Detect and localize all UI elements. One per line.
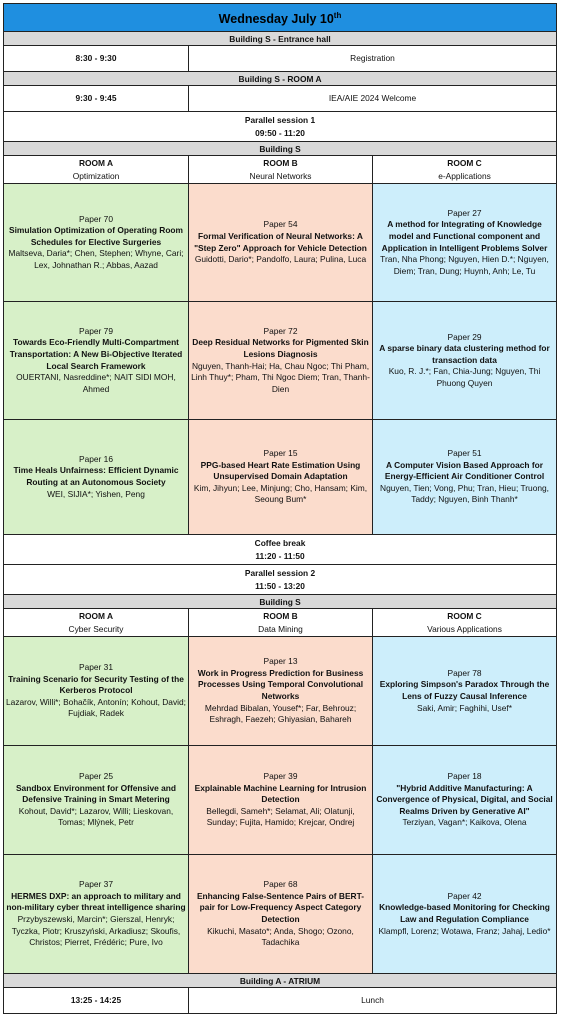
day-title-suffix: th: [333, 10, 342, 20]
paper-title: Training Scenario for Security Testing of the Kerberos Protocol: [8, 673, 184, 696]
room-name: ROOM C: [447, 610, 482, 621]
paper-title: A method for Integrating of Knowledge model and Functional component and Application in Intelligent Problems Solver: [381, 219, 548, 253]
paper-cell: [373, 420, 557, 535]
paper-number: Paper 78: [447, 667, 482, 678]
session-1-header: [4, 112, 557, 142]
paper-cell: [373, 746, 557, 855]
session-2-time: 11:50 - 13:20: [255, 580, 305, 591]
paper-cell: [189, 184, 373, 302]
paper-title: Exploring Simpson's Paradox Through the Lens of Fuzzy Causal Inference: [379, 679, 550, 701]
paper-cell: [4, 184, 189, 302]
s1-room-c-header: [373, 156, 557, 184]
room-name: ROOM B: [263, 157, 298, 168]
paper-cell: [373, 302, 557, 420]
paper-number: Paper 13: [263, 656, 298, 667]
paper-cell: [189, 855, 373, 974]
paper-number: Paper 18: [447, 771, 482, 782]
paper-title: HERMES DXP: an approach to military and non-military cyber threat intelligence sharing: [6, 890, 186, 913]
paper-number: Paper 68: [263, 879, 298, 890]
paper-authors: Guidotti, Dario*; Pandolfo, Laura; Pulina, Luca: [194, 254, 367, 265]
paper-number: Paper 72: [263, 325, 298, 336]
paper-number: Paper 42: [447, 890, 482, 901]
paper-number: Paper 51: [447, 448, 482, 459]
session-2-building: Building S: [4, 595, 557, 609]
paper-number: Paper 15: [263, 448, 298, 459]
location-atrium: Building A - ATRIUM: [4, 974, 557, 988]
welcome-time: 9:30 - 9:45: [4, 86, 189, 112]
session-1-time: 09:50 - 11:20: [255, 127, 305, 138]
location-entrance-hall: Building S - Entrance hall: [4, 32, 557, 46]
paper-number: Paper 54: [263, 219, 298, 230]
paper-title: A sparse binary data clustering method for transaction data: [379, 343, 550, 365]
room-topic: Data Mining: [258, 623, 303, 634]
paper-title: Time Heals Unfairness: Efficient Dynamic Routing at an Autonomous Society: [13, 465, 179, 487]
paper-authors: Nguyen, Tien; Vong, Phu; Tran, Hieu; Truong, Taddy; Nguyen, Binh Thanh*: [380, 482, 550, 505]
room-topic: Cyber Security: [68, 623, 124, 634]
schedule-table: [3, 3, 557, 1014]
session-2-name: Parallel session 2: [244, 567, 316, 578]
paper-number: Paper 37: [79, 879, 113, 890]
paper-cell: [189, 746, 373, 855]
paper-title: Sandbox Environment for Offensive and Defensive Training in Smart Metering: [15, 782, 177, 805]
paper-authors: Kohout, David*; Lazarov, Willi; Lieskovan, Tomas; Mlýnek, Petr: [18, 805, 174, 828]
paper-cell: [373, 184, 557, 302]
lunch-event: Lunch: [189, 988, 557, 1014]
session-2-header: [4, 565, 557, 595]
registration-time: 8:30 - 9:30: [4, 46, 189, 72]
paper-authors: Nguyen, Thanh-Hai; Ha, Chau Ngoc; Thi Pham, Linh Thuy*; Pham, Thi Ngoc Diem; Tran, Thanh-Dien: [191, 360, 370, 394]
welcome-event: IEA/AIE 2024 Welcome: [189, 86, 557, 112]
s2-room-c-header: [373, 609, 557, 637]
paper-authors: Kikuchi, Masato*; Anda, Shogo; Ozono, Tadachika: [207, 925, 354, 948]
session-1-name: Parallel session 1: [244, 114, 316, 125]
paper-number: Paper 29: [447, 331, 482, 342]
room-topic: Neural Networks: [249, 170, 312, 181]
paper-title: Work in Progress Prediction for Business Processes Using Temporal Convolutional Networks: [197, 667, 364, 701]
paper-authors: Kuo, R. J.*; Fan, Chia-Jung; Nguyen, Thi Phuong Quyen: [388, 366, 541, 388]
room-name: ROOM C: [447, 157, 482, 168]
paper-title: "Hybrid Additive Manufacturing: A Convergence of Physical, Digital, and Social Realms Driven by Generative AI": [376, 782, 553, 816]
coffee-break-time: 11:20 - 11:50: [255, 550, 305, 561]
paper-number: Paper 79: [79, 325, 113, 336]
s2-room-b-header: [189, 609, 373, 637]
s1-room-a-header: [4, 156, 189, 184]
paper-authors: Saki, Amir; Faghihi, Usef*: [417, 702, 512, 713]
paper-authors: OUERTANI, Nasreddine*; NAIT SIDI MOH, Ahmed: [16, 372, 176, 394]
paper-authors: Tran, Nha Phong; Nguyen, Hien D.*; Nguyen, Diem; Tran, Dung; Huynh, Anh; Le, Tu: [380, 254, 549, 276]
room-topic: Optimization: [72, 170, 120, 181]
session-1-building: Building S: [4, 142, 557, 156]
day-title: [4, 4, 557, 32]
paper-cell: [189, 637, 373, 746]
paper-title: Enhancing False-Sentence Pairs of BERT-pair for Low-Frequency Aspect Category Detection: [196, 890, 365, 924]
lunch-time: 13:25 - 14:25: [4, 988, 189, 1014]
paper-title: PPG-based Heart Rate Estimation Using Unsupervised Domain Adaptation: [200, 459, 361, 482]
paper-cell: [373, 855, 557, 974]
paper-number: Paper 16: [79, 453, 113, 464]
paper-title: Explainable Machine Learning for Intrusion Detection: [194, 782, 367, 805]
paper-number: Paper 25: [79, 771, 113, 782]
paper-title: Simulation Optimization of Operating Room Schedules for Elective Surgeries: [8, 225, 183, 247]
schedule-sheet: [3, 3, 556, 1014]
paper-authors: Bellegdi, Sameh*; Selamat, Ali; Olatunji, Sunday; Fujita, Hamido; Krejcar, Ondrej: [206, 805, 355, 828]
paper-cell: [189, 420, 373, 535]
room-topic: e-Applications: [438, 170, 491, 181]
paper-authors: Klampfl, Lorenz; Wotawa, Franz; Jahaj, Ledio*: [378, 925, 551, 936]
paper-authors: WEI, SIJIA*; Yishen, Peng: [47, 488, 145, 499]
paper-authors: Maltseva, Daria*; Chen, Stephen; Whyne, Cari; Lex, Johnathan R.; Abbas, Aazad: [8, 248, 184, 270]
paper-cell: [373, 637, 557, 746]
paper-cell: [4, 855, 189, 974]
registration-event: Registration: [189, 46, 557, 72]
paper-authors: Przybyszewski, Marcin*; Gierszal, Henryk; Tyczka, Piotr; Kruszyński, Arkadiusz; Skoufis, Christos; Pierret, Frédéric; Pure, Ivo: [11, 914, 181, 948]
room-name: ROOM A: [78, 610, 114, 621]
paper-authors: Mehrdad Bibalan, Yousef*; Far, Behrouz; Eshragh, Faezeh; Ghiyasian, Bahareh: [204, 702, 357, 725]
room-topic: Various Applications: [427, 623, 502, 634]
day-title-text: Wednesday July 10: [218, 12, 334, 27]
paper-number: Paper 31: [79, 662, 113, 673]
paper-authors: Lazarov, Willi*; Bohačík, Antonín; Kohout, David; Fujdiak, Radek: [6, 696, 186, 719]
paper-cell: [4, 302, 189, 420]
paper-number: Paper 70: [79, 213, 113, 224]
s1-room-b-header: [189, 156, 373, 184]
paper-authors: Terziyan, Vagan*; Kaikova, Olena: [402, 817, 527, 828]
paper-number: Paper 39: [263, 771, 298, 782]
paper-authors: Kim, Jihyun; Lee, Minjung; Cho, Hansam; Kim, Seoung Bum*: [193, 482, 368, 505]
paper-title: Knowledge-based Monitoring for Checking Law and Regulation Compliance: [379, 902, 550, 924]
paper-cell: [4, 420, 189, 535]
coffee-break-name: Coffee break: [254, 537, 306, 548]
paper-cell: [4, 746, 189, 855]
paper-title: Formal Verification of Neural Networks: A "Step Zero" Approach for Vehicle Detection: [194, 230, 367, 253]
paper-cell: [4, 637, 189, 746]
paper-number: Paper 27: [447, 207, 482, 218]
paper-cell: [189, 302, 373, 420]
location-room-a: Building S - ROOM A: [4, 72, 557, 86]
room-name: ROOM B: [263, 610, 298, 621]
paper-title: Towards Eco-Friendly Multi-Compartment Transportation: A New Bi-Objective Iterated Local Search Framework: [9, 337, 183, 371]
coffee-break: [4, 535, 557, 565]
s2-room-a-header: [4, 609, 189, 637]
room-name: ROOM A: [78, 157, 114, 168]
paper-title: A Computer Vision Based Approach for Energy-Efficient Air Conditioner Control: [384, 459, 545, 482]
paper-title: Deep Residual Networks for Pigmented Skin Lesions Diagnosis: [192, 337, 369, 359]
